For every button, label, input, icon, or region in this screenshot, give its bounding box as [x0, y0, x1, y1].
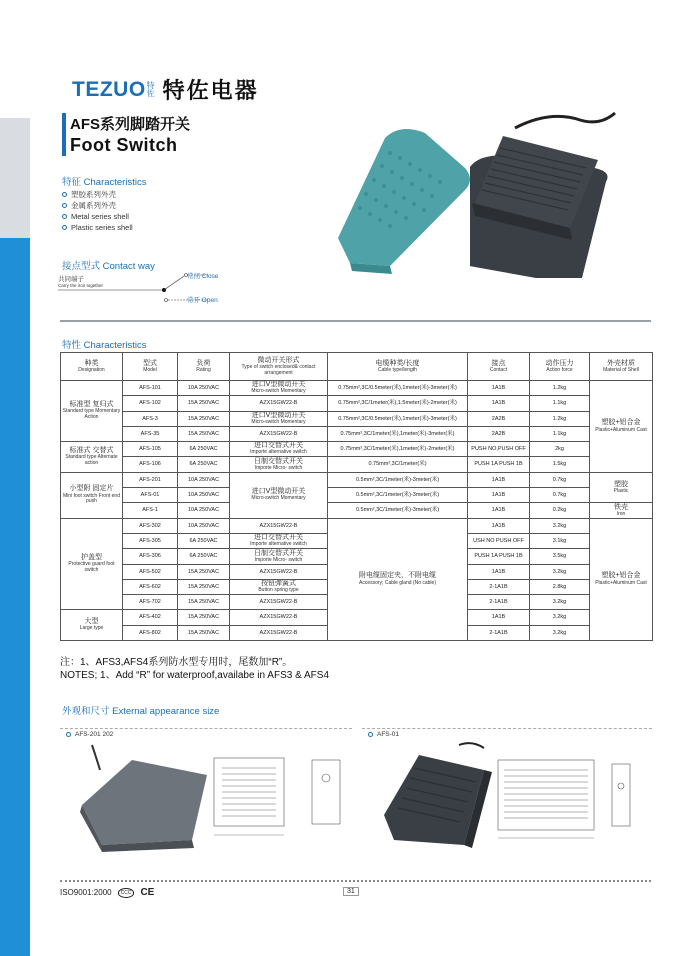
- switch-cell: 进口V型微动开关 Micro-switch Momentary: [230, 472, 328, 518]
- force-cell: 3.5kg: [530, 549, 590, 564]
- rating-cell: 15A 250VAC: [178, 564, 230, 579]
- force-cell: 3.2kg: [530, 564, 590, 579]
- contact-cell: PUSH NO,PUSH OFF: [468, 442, 530, 457]
- cable-cell: 0.75mm²,3C/1meter(米),1.5meter(米)-2meter(米): [328, 396, 468, 411]
- group-cell: 护盖型 Protective guard foot switch: [61, 518, 123, 610]
- switch-cell: 进口交替式开关 Importe alternative switch: [230, 442, 328, 457]
- title-cn: AFS系列脚踏开关: [70, 116, 191, 133]
- table-row: [61, 488, 653, 503]
- contact-cell: PUSH 1A PUSH 1B: [468, 549, 530, 564]
- group-cell: 小型附 固定片 Mini foot switch Front end push: [61, 472, 123, 518]
- force-cell: 1.2kg: [530, 411, 590, 426]
- force-cell: 3.1kg: [530, 533, 590, 548]
- rating-cell: 15A 250VAC: [178, 595, 230, 610]
- column-header: 负荷 Rating: [178, 353, 230, 381]
- side-accent-bar-top: [0, 118, 30, 238]
- rating-cell: 15A 250VAC: [178, 625, 230, 640]
- cable-cell: 0.5mm²,3C/1meter(米)-3meter(米): [328, 472, 468, 487]
- switch-cell: 进口V型微动开关 Micro-switch Momentary: [230, 381, 328, 396]
- table-header-row: [61, 353, 653, 381]
- switch-cell: AZX15GW22-B: [230, 610, 328, 625]
- table-row: [61, 518, 653, 533]
- cable-cell: 0.75mm²,3C/1meter(米),1meter(米)-3meter(米): [328, 426, 468, 441]
- brand-logo: [72, 74, 259, 105]
- group-cell: 标准式 交替式 Standard type Alternate action: [61, 442, 123, 473]
- rating-cell: 6A 250VAC: [178, 457, 230, 472]
- table-row: [61, 426, 653, 441]
- footer-certification: [60, 887, 154, 898]
- iso-text: ISO9001:2000: [60, 888, 112, 897]
- product-photo: [330, 108, 630, 278]
- model-cell: AFS-502: [123, 564, 178, 579]
- table-row: [61, 457, 653, 472]
- list-item: 塑胶系列外壳: [62, 189, 133, 200]
- cable-cell: 0.5mm²,3C/1meter(米)-3meter(米): [328, 488, 468, 503]
- rating-cell: 6A 250VAC: [178, 442, 230, 457]
- list-item: 金属系列外壳: [62, 200, 133, 211]
- contact-cell: 1A1B: [468, 518, 530, 533]
- afs-01-drawing: [364, 740, 652, 855]
- characteristics-table: [60, 352, 653, 641]
- rating-cell: 6A 250VAC: [178, 549, 230, 564]
- close-label: 常闭 Close: [187, 273, 219, 280]
- contact-cell: 2A2B: [468, 411, 530, 426]
- rating-cell: 10A 250VAC: [178, 488, 230, 503]
- contact-cell: 2-1A1B: [468, 579, 530, 594]
- cable-cell: 0.5mm²,3C/1meter(米)-3meter(米): [328, 503, 468, 518]
- model-cell: AFS-3: [123, 411, 178, 426]
- rating-cell: 15A 250VAC: [178, 610, 230, 625]
- brand-name: TEZUO: [72, 77, 146, 101]
- note-en: NOTES; 1、Add “R” for waterproof,availabe in AFS3 & AFS4: [60, 670, 330, 681]
- switch-cell: AZX15GW22-B: [230, 564, 328, 579]
- page-title: [62, 113, 190, 156]
- rating-cell: 15A 250VAC: [178, 411, 230, 426]
- force-cell: 0.2kg: [530, 503, 590, 518]
- force-cell: 1.2kg: [530, 381, 590, 396]
- contact-cell: 1A1B: [468, 488, 530, 503]
- contact-cell: 1A1B: [468, 503, 530, 518]
- dark-pedal-image: [470, 136, 608, 278]
- switch-cell: 进口交替式开关 Importe alternative switch: [230, 533, 328, 548]
- table-row: [61, 396, 653, 411]
- force-cell: 1.1kg: [530, 396, 590, 411]
- contact-cell: USH NO PUSH OFF: [468, 533, 530, 548]
- page-number: 31: [343, 887, 359, 896]
- bullet-icon: [62, 203, 67, 208]
- teal-pedal-image: [338, 129, 470, 274]
- cable-cell: 0.75mm²,3C/1meter(米): [328, 457, 468, 472]
- rating-cell: 10A 250VAC: [178, 503, 230, 518]
- afs-201-drawing: [62, 740, 352, 855]
- model-cell: AFS-305: [123, 533, 178, 548]
- table-heading: 特性 Characteristics: [62, 340, 147, 351]
- bullet-icon: [62, 225, 67, 230]
- table-row: [61, 381, 653, 396]
- bullet-icon: [66, 732, 71, 737]
- contact-cell: 1A1B: [468, 472, 530, 487]
- shell-cell: 铁壳 Iron: [590, 503, 653, 518]
- rating-cell: 10A 250VAC: [178, 381, 230, 396]
- cable-cell: 0.75mm²,3C/0.5meter(米),1meter(米)-3meter(米): [328, 381, 468, 396]
- switch-cell: AZX15GW22-B: [230, 518, 328, 533]
- model-cell: AFS-105: [123, 442, 178, 457]
- force-cell: 3.2kg: [530, 610, 590, 625]
- cable-cell: 0.75mm²,3C/1meter(米),1meter(米)-2meter(米): [328, 442, 468, 457]
- shell-cell: 塑胶+铝合金 Plastic+Aluminum Cast: [590, 381, 653, 473]
- force-cell: 2kg: [530, 442, 590, 457]
- column-header: 型式 Model: [123, 353, 178, 381]
- shell-cell: 塑胶+铝合金 Plastic+Aluminum Cast: [590, 518, 653, 640]
- model-cell: AFS-1: [123, 503, 178, 518]
- notes-block: [60, 656, 329, 682]
- bullet-icon: [62, 192, 67, 197]
- model-cell: AFS-402: [123, 610, 178, 625]
- column-header: 动作压力 Action force: [530, 353, 590, 381]
- rating-cell: 10A 250VAC: [178, 518, 230, 533]
- force-cell: 0.7kg: [530, 472, 590, 487]
- ccc-mark-icon: CCC: [118, 888, 135, 898]
- contact-cell: 2A2B: [468, 426, 530, 441]
- model-cell: AFS-302: [123, 518, 178, 533]
- rating-cell: 15A 250VAC: [178, 579, 230, 594]
- switch-cell: AZX15GW22-B: [230, 625, 328, 640]
- rating-cell: 15A 250VAC: [178, 426, 230, 441]
- column-header: 接点 Contact: [468, 353, 530, 381]
- force-cell: 1.1kg: [530, 426, 590, 441]
- column-header: 电缆种类/长度 Cable type/length: [328, 353, 468, 381]
- force-cell: 0.7kg: [530, 488, 590, 503]
- model-cell: AFS-802: [123, 625, 178, 640]
- contact-cell: 1A1B: [468, 396, 530, 411]
- contact-cell: 1A1B: [468, 564, 530, 579]
- list-item: Plastic series shell: [62, 222, 133, 233]
- side-accent-bar: [0, 118, 30, 956]
- rating-cell: 15A 250VAC: [178, 396, 230, 411]
- model-cell: AFS-702: [123, 595, 178, 610]
- switch-cell: 日制交替式开关 Importe Micro- switch: [230, 457, 328, 472]
- model-cell: AFS-101: [123, 381, 178, 396]
- contact-cell: 1A1B: [468, 610, 530, 625]
- ce-mark-icon: CE: [140, 887, 155, 898]
- bullet-icon: [62, 214, 67, 219]
- switch-cell: 按钮弹簧式 Button spring type: [230, 579, 328, 594]
- table-row: [61, 442, 653, 457]
- contact-cell: 2-1A1B: [468, 625, 530, 640]
- contact-diagram: [58, 266, 238, 310]
- drawing-left-label: AFS-201 202: [66, 731, 113, 738]
- common-terminal-en: Carry the iron together: [58, 283, 104, 288]
- model-cell: AFS-106: [123, 457, 178, 472]
- features-list: [62, 189, 133, 233]
- table-row: [61, 503, 653, 518]
- open-label: 常开 Open: [187, 297, 218, 304]
- drawing-right-label: AFS-01: [368, 731, 399, 738]
- contact-cell: 2-1A1B: [468, 595, 530, 610]
- model-cell: AFS-35: [123, 426, 178, 441]
- switch-cell: AZX15GW22-B: [230, 595, 328, 610]
- group-cell: 大型 Large type: [61, 610, 123, 641]
- list-item: Metal series shell: [62, 211, 133, 222]
- column-header: 外壳材质 Material of Shell: [590, 353, 653, 381]
- force-cell: 1.5kg: [530, 457, 590, 472]
- switch-cell: 日制交替式开关 Importe Micro- switch: [230, 549, 328, 564]
- model-cell: AFS-102: [123, 396, 178, 411]
- external-heading: 外观和尺寸 External appearance size: [62, 706, 220, 717]
- switch-cell: AZX15GW22-B: [230, 396, 328, 411]
- rating-cell: 6A 250VAC: [178, 533, 230, 548]
- cable-cell: 附电缆固定夹，不附电缆 Accessory; Cable gland (No cable): [328, 518, 468, 640]
- contact-cell: 1A1B: [468, 381, 530, 396]
- features-heading: 特征 Characteristics: [62, 177, 147, 188]
- contact-cell: PUSH 1A PUSH 1B: [468, 457, 530, 472]
- rating-cell: 10A 250VAC: [178, 472, 230, 487]
- column-header: 微动开关形式 Type of switch enclosed& contact arrangement: [230, 353, 328, 381]
- common-terminal-cn: 共同端子: [58, 276, 84, 283]
- shell-cell: 塑胶 Plastic: [590, 472, 653, 503]
- footer-divider: [60, 880, 651, 882]
- cable-cell: 0.75mm²,3C/0.5meter(米),1meter(米)-3meter(米): [328, 411, 468, 426]
- model-cell: AFS-306: [123, 549, 178, 564]
- table-row: [61, 411, 653, 426]
- force-cell: 3.2kg: [530, 595, 590, 610]
- contact-way-heading: 接点型式 Contact way: [62, 261, 155, 272]
- model-cell: AFS-01: [123, 488, 178, 503]
- table-row: [61, 472, 653, 487]
- model-cell: AFS-602: [123, 579, 178, 594]
- bullet-icon: [368, 732, 373, 737]
- column-header: 种类 Designation: [61, 353, 123, 381]
- force-cell: 3.2kg: [530, 518, 590, 533]
- title-en: Foot Switch: [70, 135, 178, 155]
- force-cell: 3.2kg: [530, 625, 590, 640]
- section-divider: [60, 320, 651, 322]
- switch-cell: 进口V型微动开关 Micro-switch Momentary: [230, 411, 328, 426]
- switch-cell: AZX15GW22-B: [230, 426, 328, 441]
- brand-cn-name: 特佐电器: [162, 78, 259, 103]
- model-cell: AFS-201: [123, 472, 178, 487]
- force-cell: 2.8kg: [530, 579, 590, 594]
- brand-seal: 特佐: [146, 80, 155, 98]
- note-cn: 注：1、AFS3,AFS4系列防水型专用时，尾数加“R”。: [60, 657, 293, 668]
- group-cell: 标准型 复归式 Standard type Momentary Action: [61, 381, 123, 442]
